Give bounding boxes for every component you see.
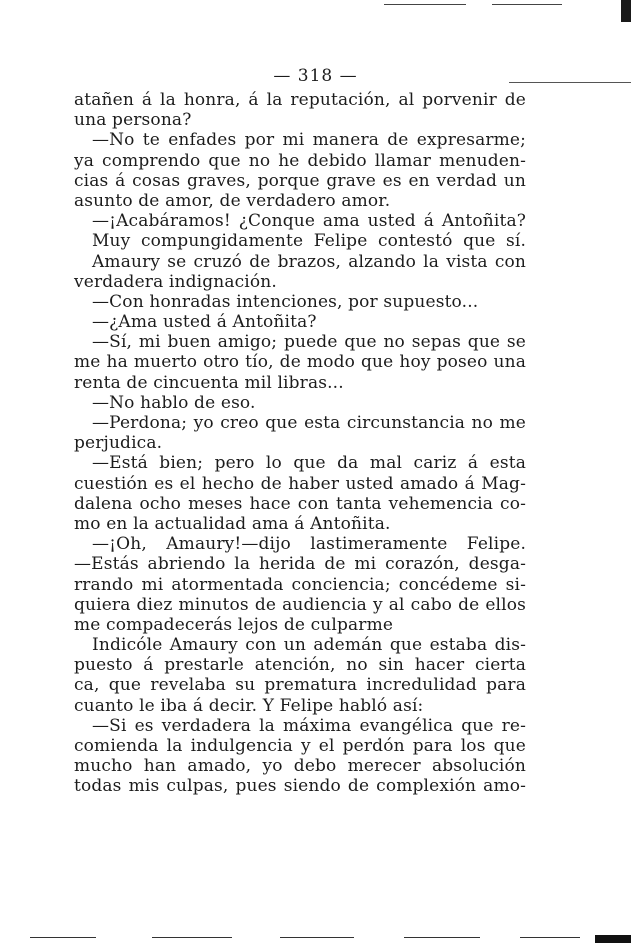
text-line: verdadera indignación. — [74, 271, 277, 292]
page-number: — 318 — — [273, 66, 358, 86]
text-line: —Sí, mi buen amigo; puede que no sepas que se — [92, 332, 526, 353]
text-line: —Si es verdadera la máxima evangélica que re- — [92, 715, 526, 736]
bottom-edge-rules — [0, 935, 631, 943]
text-line: mo en la actualidad ama á Antoñita. — [74, 513, 391, 534]
text-line: —Con honradas intenciones, por supuesto... — [92, 291, 479, 312]
text-line: todas mis culpas, pues siendo de complexión amo- — [74, 776, 526, 797]
text-line: mucho han amado, yo debo merecer absolución — [74, 756, 526, 777]
text-line: —¡Acabáramos! ¿Conque ama usted á Antoñita? — [92, 211, 526, 232]
text-line: perjudica. — [74, 433, 163, 454]
text-line: una persona? — [74, 110, 192, 131]
text-line: cias á cosas graves, porque grave es en verdad un — [74, 170, 526, 191]
text-line: —Está bien; pero lo que da mal cariz á esta — [92, 453, 526, 474]
text-line: cuanto le iba á decir. Y Felipe habló así: — [74, 695, 424, 716]
text-line: —No te enfades por mi manera de expresarme; — [92, 130, 526, 151]
text-line: comienda la indulgencia y el perdón para los que — [74, 736, 526, 756]
text-line: me compadecerás lejos de culparme — [74, 614, 394, 635]
text-line: asunto de amor, de verdadero amor. — [74, 190, 391, 211]
text-line: —Perdona; yo creo que esta circunstancia no me — [92, 413, 526, 433]
text-line: quiera diez minutos de audiencia y al cabo de ellos — [74, 594, 526, 615]
text-line: Muy compungidamente Felipe contestó que sí. — [92, 231, 526, 252]
text-line: atañen á la honra, á la reputación, al porvenir de — [74, 90, 526, 110]
text-line: —Estás abriendo la herida de mi corazón, desga- — [74, 554, 526, 575]
text-line: ya comprendo que no he debido llamar menuden- — [74, 150, 526, 171]
top-edge-rule — [384, 4, 466, 5]
scan-corner-mark — [595, 935, 631, 943]
text-line: —No hablo de eso. — [92, 392, 256, 413]
text-line: Amaury se cruzó de brazos, alzando la vista con — [92, 251, 526, 272]
body-text — [74, 90, 526, 797]
text-line: dalena ocho meses hace con tanta vehemencia co- — [74, 493, 526, 514]
text-line: renta de cincuenta mil libras... — [74, 372, 344, 393]
text-line: cuestión es el hecho de haber usted amado á Mag- — [74, 473, 526, 494]
text-line: —¿Ama usted á Antoñita? — [92, 312, 317, 333]
text-line: me ha muerto otro tío, de modo que hoy poseo una — [74, 352, 526, 373]
top-edge-rule — [492, 4, 562, 5]
text-line: rrando mi atormentada conciencia; concédeme si- — [74, 574, 526, 595]
text-line: —¡Oh, Amaury!—dijo lastimeramente Felipe. — [92, 534, 526, 555]
text-line: puesto á prestarle atención, no sin hacer cierta — [74, 655, 526, 676]
text-line: Indicóle Amaury con un ademán que estaba dis- — [92, 635, 526, 656]
text-line: ca, que revelaba su prematura incredulidad para — [74, 675, 526, 696]
scan-corner-mark — [621, 0, 631, 22]
